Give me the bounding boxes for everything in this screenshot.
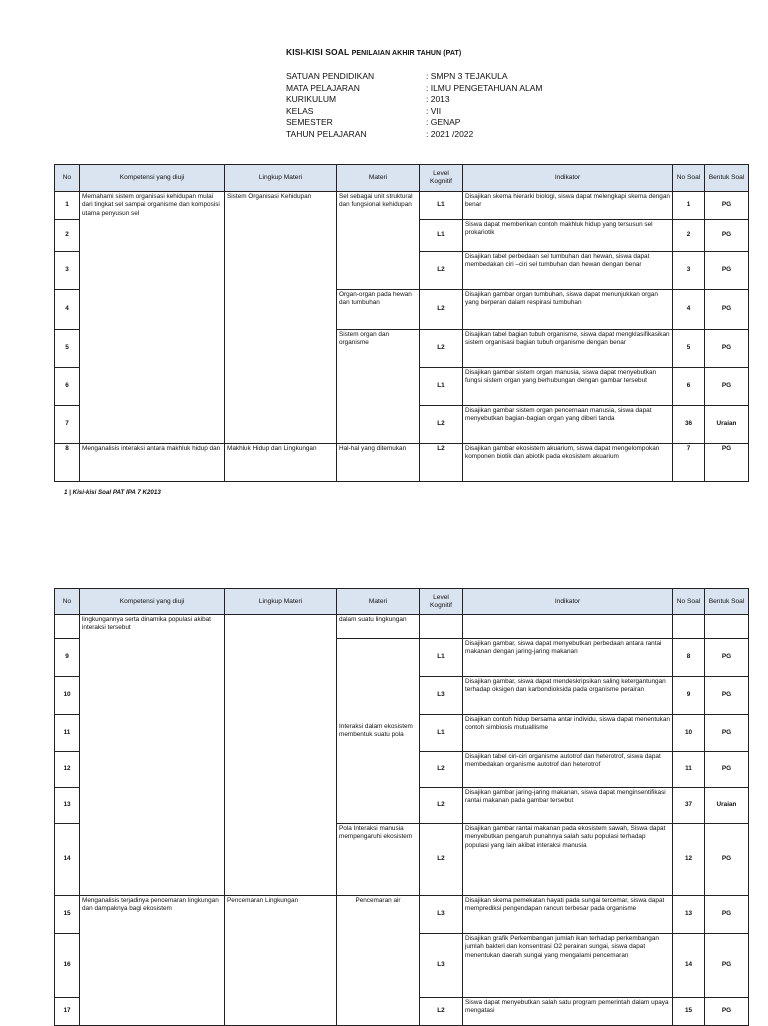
table-row: 6 L1 Disajikan gambar sistem organ manusia, siswa dapat menyebutkan fungsi sistem organ yang berhubungan dengan gambar tersebut 6 PG bbox=[55, 368, 749, 406]
indikator-cell: Disajikan skema hierarki biologi, siswa dapat melengkapi skema dengan benar bbox=[463, 192, 673, 220]
indikator-cell: Siswa dapat memberikan contoh makhluk hidup yang tersusun sel prokariotik bbox=[463, 220, 673, 252]
indikator-cell: Disajikan gambar, siswa dapat menyebutkan perbedaan antara rantai makanan dengan jaring-jaring makanan bbox=[463, 639, 673, 677]
indikator-cell: Disajikan gambar ekosistem akuarium, siswa dapat mengelompokan komponen biotik dan abiotik pada ekosistem akuarium bbox=[463, 444, 673, 482]
table-row: 8 Menganalisis interaksi antara makhluk hidup dan Makhluk Hidup dan Lingkungan Hal-hal yang ditemukan L2 Disajikan gambar ekosistem akuarium, siswa dapat mengelompokan komponen biotik dan abiotik pada ekosistem akuarium 7 PG bbox=[55, 444, 749, 482]
indikator-cell: Disajikan gambar sistem organ pencernaan manusia, siswa dapat menyebutkan bagian-bagian organ yang diberi tanda bbox=[463, 406, 673, 444]
col-kompetensi: Kompetensi yang diuji bbox=[80, 589, 225, 615]
col-bentuk: Bentuk Soal bbox=[705, 165, 749, 192]
indikator-cell: Disajikan gambar sistem organ manusia, siswa dapat menyebutkan fungsi sistem organ yang berhubungan dengan gambar tersebut bbox=[463, 368, 673, 406]
materi-cell: Hal-hal yang ditemukan bbox=[337, 444, 420, 482]
table-row: 9 Interaksi dalam ekosistem membentuk suatu pola L1 Disajikan gambar, siswa dapat menyebutkan perbedaan antara rantai makanan dengan jaring-jaring makanan 8 PG bbox=[55, 639, 749, 677]
table-row: 5 Sistem organ dan organisme L2 Disajikan tabel bagian tubuh organisme, siswa dapat mengklasifikasikan sistem organisasi bagian tubuh organisme dengan benar 5 PG bbox=[55, 330, 749, 368]
materi-cell: Sistem organ dan organisme bbox=[337, 330, 420, 444]
col-no: No bbox=[55, 165, 80, 192]
col-kompetensi: Kompetensi yang diuji bbox=[80, 165, 225, 192]
table-row: 10 L3 Disajikan gambar, siswa dapat mendeskripsikan saling ketergantungan terhadap oksigen dan karbondioksida pada organisme perairan 9 PG bbox=[55, 677, 749, 715]
col-bentuk: Bentuk Soal bbox=[705, 589, 749, 615]
indikator-cell: Disajikan gambar rantai makanan pada ekosistem sawah, Siswa dapat menyebutkan pengaruh punahnya salah satu populasi terhadap populasi yang lain akibat interaksi manusia bbox=[463, 824, 673, 896]
lingkup-cell: Pencemaran Lingkungan bbox=[225, 896, 337, 1026]
lingkup-cell: Makhluk Hidup dan Lingkungan bbox=[225, 444, 337, 482]
table-row: 15 Menganalisis terjadinya pencemaran lingkungan dan dampaknya bagi ekosistem Pencemaran Lingkungan Pencemaran air L3 Disajikan skema pemekatan hayati pada sungai tercemar, siswa dapat memprediksi pengendapan rancun terbesar pada organisme 13 PG bbox=[55, 896, 749, 934]
table-row: 2 L1 Siswa dapat memberikan contoh makhluk hidup yang tersusun sel prokariotik 2 PG bbox=[55, 220, 749, 252]
indikator-cell: Disajikan skema pemekatan hayati pada sungai tercemar, siswa dapat memprediksi pengendapan rancun terbesar pada organisme bbox=[463, 896, 673, 934]
title-main: KISI-KISI SOAL bbox=[286, 47, 350, 57]
col-materi: Materi bbox=[337, 165, 420, 192]
meta-row: KURIKULUM : 2013 bbox=[286, 94, 450, 105]
table-row: 3 L2 Disajikan tabel perbedaan sel tumbuhan dan hewan, siswa dapat membedakan ciri –ciri sel tumbuhan dan hewan dengan benar 3 PG bbox=[55, 252, 749, 290]
page-footer: 1 | Kisi-kisi Soal PAT IPA 7 K2013 bbox=[64, 489, 161, 496]
indikator-cell: Disajikan tabel perbedaan sel tumbuhan dan hewan, siswa dapat membedakan ciri –ciri sel tumbuhan dan hewan dengan benar bbox=[463, 252, 673, 290]
kompetensi-cell: Menganalisis terjadinya pencemaran lingkungan dan dampaknya bagi ekosistem bbox=[80, 896, 225, 1026]
materi-cell: Interaksi dalam ekosistem membentuk suatu pola bbox=[337, 639, 420, 824]
indikator-cell: Disajikan tabel bagian tubuh organisme, siswa dapat mengklasifikasikan sistem organisasi bagian tubuh organisme dengan benar bbox=[463, 330, 673, 368]
kompetensi-cell: Menganalisis interaksi antara makhluk hidup dan bbox=[80, 444, 225, 482]
indikator-cell: Disajikan gambar, siswa dapat mendeskripsikan saling ketergantungan terhadap oksigen dan karbondioksida pada organisme perairan bbox=[463, 677, 673, 715]
col-lingkup: Lingkup Materi bbox=[225, 165, 337, 192]
kompetensi-cell: lingkungannya serta dinamika populasi akibat interaksi tersebut bbox=[80, 615, 225, 896]
table-header bbox=[55, 165, 749, 192]
col-materi: Materi bbox=[337, 589, 420, 615]
indikator-cell: Disajikan gambar jaring-jaring makanan, siswa dapat menginsentifikasi rantai makanan pada gambar tersebut bbox=[463, 788, 673, 824]
col-indikator: Indikator bbox=[463, 589, 673, 615]
table-row: 17 L2 Siswa dapat menyebutkan salah satu program pemerintah dalam upaya mengatasi 15 PG bbox=[55, 998, 749, 1026]
lingkup-cell bbox=[225, 615, 337, 896]
table-row: 13 L2 Disajikan gambar jaring-jaring makanan, siswa dapat menginsentifikasi rantai makanan pada gambar tersebut 37 Uraian bbox=[55, 788, 749, 824]
indikator-cell: Disajikan grafik Perkembangan jumlah ikan terhadap perkembangan jumlah bakteri dan konsentrasi O2 perairan sungai, siswa dapat menentukan daerah sungai yang mengalami pencemaran bbox=[463, 934, 673, 998]
table-row bbox=[55, 615, 749, 639]
title-rest: PENILAIAN AKHIR TAHUN (PAT) bbox=[351, 50, 462, 57]
kompetensi-cell: Memahami sistem organisasi kehidupan mulai dari tingkat sel sampai organisme dan komposisi utama penyusun sel bbox=[80, 192, 225, 444]
table-row: 14 Pola Interaksi manusia mempengaruhi ekosistem L2 Disajikan gambar rantai makanan pada ekosistem sawah, Siswa dapat menyebutkan pengaruh punahnya salah satu populasi terhadap populasi yang lain akibat interaksi manusia 12 PG bbox=[55, 824, 749, 896]
meta-row: TAHUN PELAJARAN : 2021 /2022 bbox=[286, 128, 474, 139]
materi-cell: dalam suatu lingkungan bbox=[337, 615, 420, 639]
materi-cell: Organ-organ pada hewan dan tumbuhan bbox=[337, 290, 420, 330]
meta-row: MATA PELAJARAN : ILMU PENGETAHUAN ALAM bbox=[286, 82, 543, 93]
col-level: Level Kognitif bbox=[420, 165, 463, 192]
lingkup-cell: Sistem Organisasi Kehidupan bbox=[225, 192, 337, 444]
indikator-cell: Disajikan contoh hidup bersama antar individu, siswa dapat menentukan contoh simbiosis mutuallisme bbox=[463, 715, 673, 752]
indikator-cell: Disajikan tabel ciri-ciri organisme autotrof dan heterotrof, siswa dapat membedakan organisme autotrof dan heterotrof bbox=[463, 752, 673, 788]
table-row: 1 Memahami sistem organisasi kehidupan mulai dari tingkat sel sampai organisme dan komposisi utama penyusun sel Sistem Organisasi Kehidupan Sel sebagai unit struktural dan fungsional kehidupan L1 Disajikan skema hierarki biologi, siswa dapat melengkapi skema dengan benar 1 PG bbox=[55, 192, 749, 220]
col-lingkup: Lingkup Materi bbox=[225, 589, 337, 615]
table-header bbox=[55, 589, 749, 615]
document-meta bbox=[286, 71, 626, 141]
materi-cell: Pencemaran air bbox=[337, 896, 420, 1026]
materi-cell: Sel sebagai unit struktural dan fungsional kehidupan bbox=[337, 192, 420, 290]
table-row: 12 L2 Disajikan tabel ciri-ciri organisme autotrof dan heterotrof, siswa dapat membedakan organisme autotrof dan heterotrof 11 PG bbox=[55, 752, 749, 788]
table-row: 4 Organ-organ pada hewan dan tumbuhan L2 Disajikan gambar organ tumbuhan, siswa dapat menunjukkan organ yang berperan dalam respirasi tumbuhan 4 PG bbox=[55, 290, 749, 330]
table-row: 11 L1 Disajikan contoh hidup bersama antar individu, siswa dapat menentukan contoh simbiosis mutuallisme 10 PG bbox=[55, 715, 749, 752]
indikator-cell: Siswa dapat menyebutkan salah satu program pemerintah dalam upaya mengatasi bbox=[463, 998, 673, 1026]
kisi-table-page-1 bbox=[54, 164, 749, 482]
table-row: 7 L2 Disajikan gambar sistem organ pencernaan manusia, siswa dapat menyebutkan bagian-bagian organ yang diberi tanda 36 Uraian bbox=[55, 406, 749, 444]
document-title bbox=[286, 47, 461, 57]
indikator-cell: Disajikan gambar organ tumbuhan, siswa dapat menunjukkan organ yang berperan dalam respirasi tumbuhan bbox=[463, 290, 673, 330]
materi-cell: Pola Interaksi manusia mempengaruhi ekosistem bbox=[337, 824, 420, 896]
col-level: Level Kognitif bbox=[420, 589, 463, 615]
col-indikator: Indikator bbox=[463, 165, 673, 192]
meta-row: SATUAN PENDIDIKAN : SMPN 3 TEJAKULA bbox=[286, 71, 508, 81]
col-no: No bbox=[55, 589, 80, 615]
meta-row: KELAS : VII bbox=[286, 105, 442, 116]
col-no-soal: No Soal bbox=[673, 589, 705, 615]
table-row: 16 L3 Disajikan grafik Perkembangan jumlah ikan terhadap perkembangan jumlah bakteri dan konsentrasi O2 perairan sungai, siswa dapat menentukan daerah sungai yang mengalami pencemaran 14 PG bbox=[55, 934, 749, 998]
kisi-table-page-2 bbox=[54, 588, 749, 1026]
col-no-soal: No Soal bbox=[673, 165, 705, 192]
meta-row: SEMESTER : GENAP bbox=[286, 117, 461, 128]
